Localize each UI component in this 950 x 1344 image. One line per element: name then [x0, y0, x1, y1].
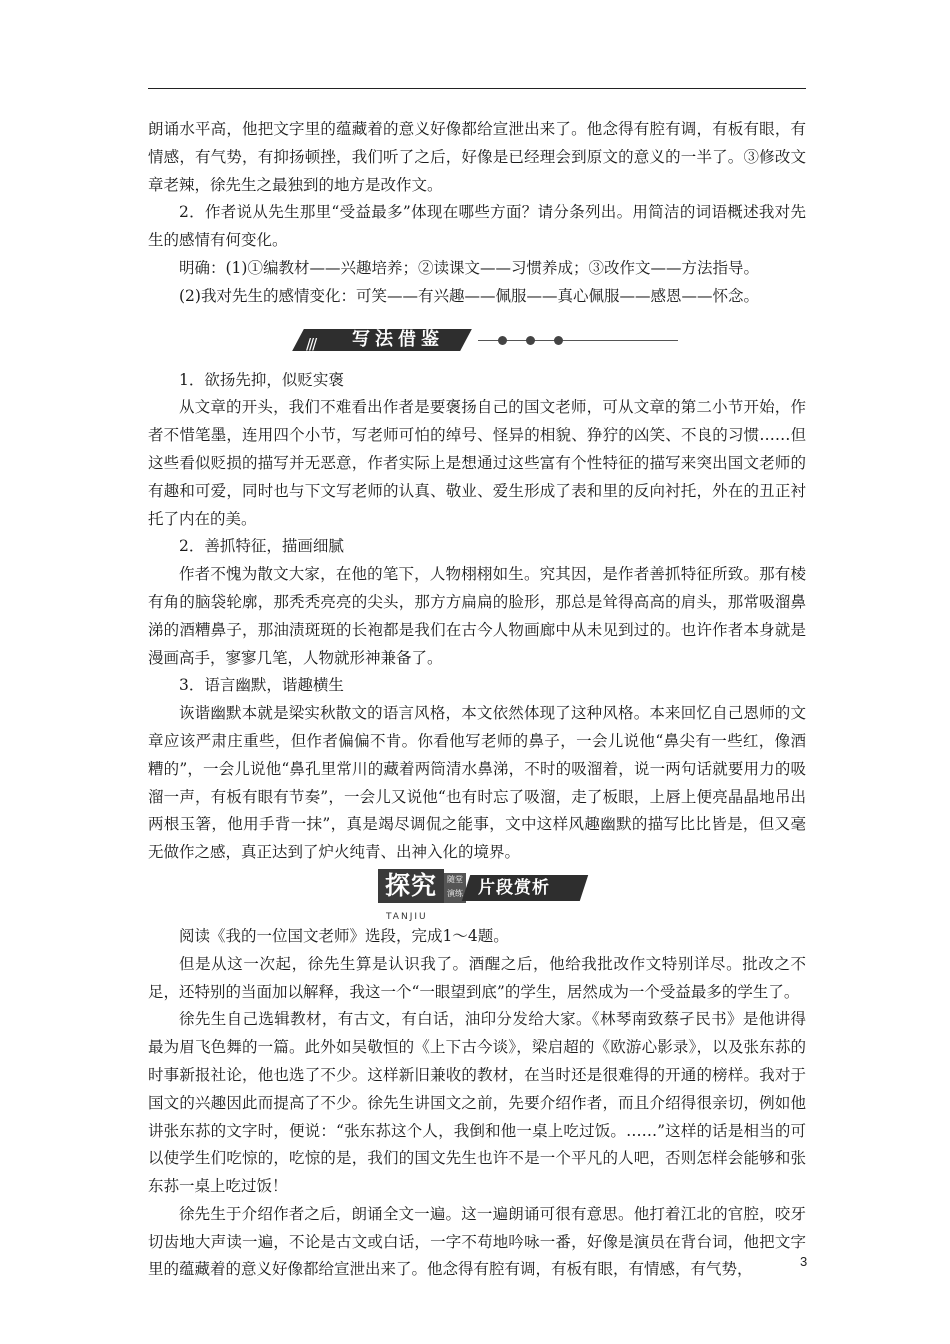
- dot-icon: [554, 336, 563, 345]
- paragraph: 作者不愧为散文大家，在他的笔下，人物栩栩如生。究其因，是作者善抓特征所致。那有棱有角的脑袋轮廓，那秃秃亮亮的尖头，那方方扁扁的脸形，那总是耸得高高的肩头，那常吸溜鼻涕的酒糟鼻子，那油渍斑斑的长袍都是我们在古今人物画廊中从未见到过的。也许作者本身就是漫画高手，寥寥几笔，人物就形神兼备了。: [148, 565, 806, 667]
- paragraph: 从文章的开头，我们不难看出作者是要褒扬自己的国文老师，可从文章的第二小节开始，作者不惜笔墨，连用四个小节，写老师可怕的绰号、怪异的相貌、狰狞的凶笑、不良的习惯……但这些看似贬损的描写并无恶意，作者实际上是想通过这些富有个性特征的描写来突出国文老师的有趣和可爱，同时也与下文写老师的认真、敬业、爱生形成了表和里的反向衬托，外在的丑正衬托了内在的美。: [148, 398, 806, 528]
- banner-line: [478, 340, 678, 341]
- dot-icon: [526, 336, 535, 345]
- section-banner-explore: [148, 867, 806, 923]
- explore-label: 探究: [378, 869, 444, 903]
- paragraph: 诙谐幽默本就是梁实秋散文的语言风格，本文依然体现了这种风格。本来回忆自己恩师的文章应该严肃庄重些，但作者偏偏不肯。你看他写老师的鼻子，一会儿说他“鼻尖有一些红，像酒糟的”，一会儿说他“鼻孔里常川的藏着两筒清水鼻涕，不时的吸溜着，说一两句话就要用力的吸溜一声，有板有眼有节奏”，一会儿又说他“也有时忘了吸溜，走了板眼，上唇上便亮晶晶地吊出两根玉箸，他用手背一抹”，真是竭尽调侃之能事，文中这样风趣幽默的描写比比皆是，但又毫无做作之感，真正达到了炉火纯青、出神入化的境界。: [148, 704, 806, 862]
- paragraph: 但是从这一次起，徐先生算是认识我了。酒醒之后，他给我批改作文特别详尽。批改之不足，还特别的当面加以解释，我这一个“一眼望到底”的学生，居然成为一个受益最多的学生了。: [148, 954, 806, 1001]
- answer-2: (2)我对先生的感情变化：可笑——有兴趣——佩服——真心佩服——感恩——怀念。: [179, 286, 759, 305]
- page-number: 3: [800, 1254, 808, 1269]
- answer-1: 明确：(1)①编教材——兴趣培养；②读课文——习惯养成；③改作文——方法指导。: [179, 258, 759, 277]
- section-banner-writing: [148, 311, 806, 367]
- subheading: 1．欲扬先抑，似贬实褒: [179, 370, 344, 389]
- section-title: 写法借鉴: [352, 328, 444, 350]
- subheading: 2．善抓特征，描画细腻: [179, 537, 344, 556]
- practice-label-1: 随堂: [447, 874, 463, 884]
- paragraph: 徐先生于介绍作者之后，朗诵全文一遍。这一遍朗诵可很有意思。他打着江北的官腔，咬牙切齿地大声读一遍，不论是古文或白话，一字不苟地吟咏一番，好像是演员在背台词，他把文字里的蕴藏着的意义好像都给宣泄出来了。他念得有腔有调，有板有眼，有情感，有气势，: [148, 1204, 806, 1279]
- paragraph: 徐先生自己选辑教材，有古文，有白话，油印分发给大家。《林琴南致蔡孑民书》是他讲得最为眉飞色舞的一篇。此外如吴敬恒的《上下古今谈》，梁启超的《欧游心影录》，以及张东荪的时事新报社论，他也选了不少。这样新旧兼收的教材，在当时还是很难得的开通的榜样。我对于国文的兴趣因此而提高了不少。徐先生讲国文之前，先要介绍作者，而且介绍得很亲切，例如他讲张东荪的文字时，便说：“张东荪这个人，我倒和他一桌上吃过饭。……”这样的话是相当的可以使学生们吃惊的，吃惊的是，我们的国文先生也许不是一个平凡的人吧，否则怎样会能够和张东荪一桌上吃过饭！: [148, 1010, 806, 1196]
- paragraph: 朗诵水平高，他把文字里的蕴藏着的意义好像都给宣泄出来了。他念得有腔有调，有板有眼，有情感，有气势，有抑扬顿挫，我们听了之后，好像是已经理会到原文的意义的一半了。③修改文章老辣，徐先生之最独到的地方是改作文。: [148, 120, 806, 194]
- stripes-icon: ///: [306, 334, 316, 353]
- dot-icon: [498, 336, 507, 345]
- page-content: [148, 116, 806, 1284]
- practice-label-2: 演练: [447, 888, 463, 898]
- pinyin-label: TANJIU: [386, 911, 428, 922]
- top-rule: [148, 88, 806, 89]
- instruction: 阅读《我的一位国文老师》选段，完成1～4题。: [179, 926, 509, 945]
- section-title: 片段赏析: [478, 877, 550, 898]
- subheading: 3．语言幽默，谐趣横生: [179, 676, 344, 695]
- question-2: 2．作者说从先生那里“受益最多”体现在哪些方面？请分条列出。用简洁的词语概述我对先生的感情有何变化。: [148, 203, 806, 250]
